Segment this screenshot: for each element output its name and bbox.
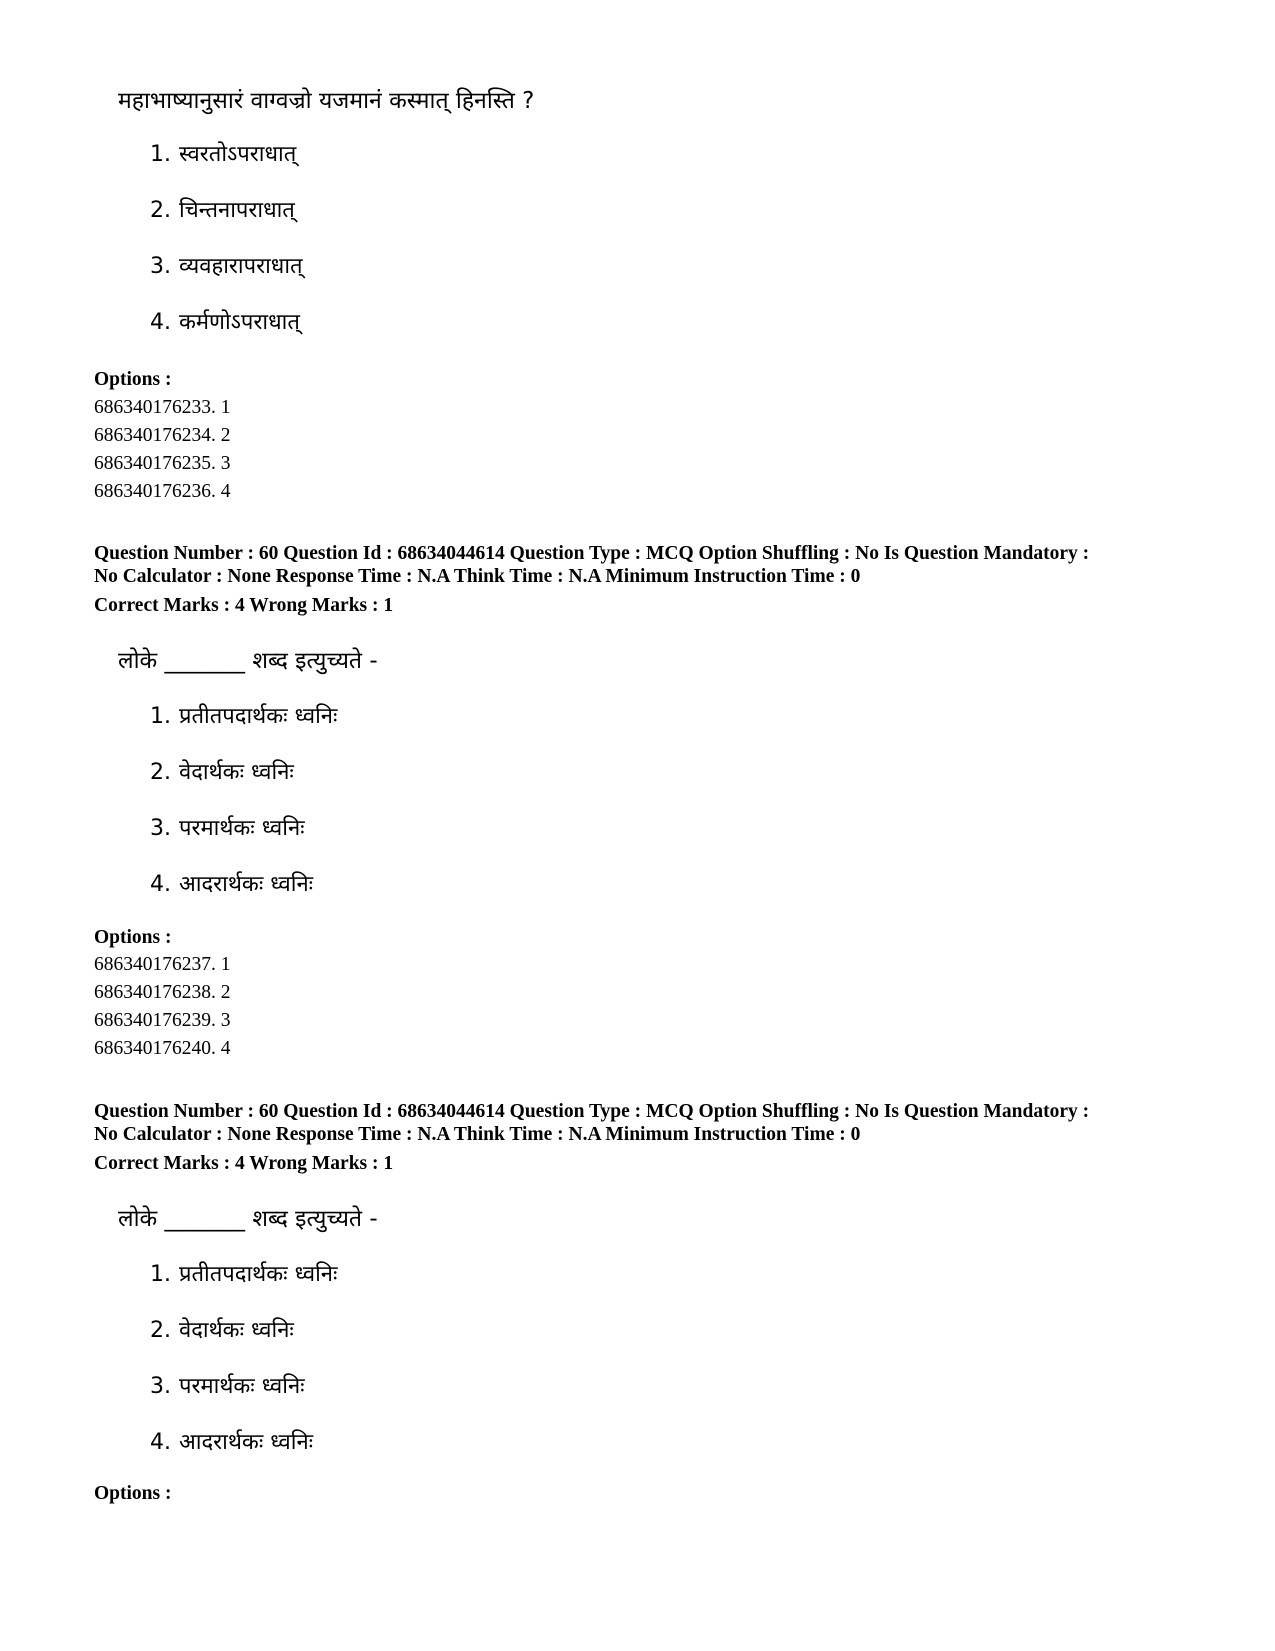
question-meta-line: Question Number : 60 Question Id : 68634044614 Question Type : MCQ Option Shuffling : No Is Question Mandatory : [94, 543, 1090, 564]
choice-item [150, 196, 295, 226]
choice-number: 4. [150, 1430, 171, 1455]
question-meta-line: No Calculator : None Response Time : N.A Think Time : N.A Minimum Instruction Time : 0 [94, 566, 861, 587]
choice-item [150, 1372, 305, 1402]
question-meta-line: No Calculator : None Response Time : N.A Think Time : N.A Minimum Instruction Time : 0 [94, 1124, 861, 1145]
choice-item [150, 870, 313, 900]
choice-text: परमार्थकः ध्वनिः [179, 1374, 305, 1399]
choice-text: प्रतीतपदार्थकः ध्वनिः [179, 1262, 338, 1287]
choice-text: व्यवहारापराधात् [179, 254, 303, 279]
choice-item [150, 140, 296, 170]
option-id: 686340176234. 2 [94, 425, 231, 446]
choice-text: वेदार्थकः ध्वनिः [179, 760, 294, 785]
choice-number: 4. [150, 310, 171, 335]
choice-text: चिन्तनापराधात् [179, 198, 295, 223]
choice-item [150, 308, 300, 338]
choice-number: 4. [150, 872, 171, 897]
choice-number: 1. [150, 1262, 171, 1287]
choice-number: 2. [150, 1318, 171, 1343]
option-id: 686340176238. 2 [94, 982, 231, 1003]
option-id: 686340176239. 3 [94, 1010, 231, 1031]
option-id: 686340176240. 4 [94, 1038, 231, 1059]
options-label: Options : [94, 369, 172, 390]
options-label: Options : [94, 927, 172, 948]
option-id: 686340176236. 4 [94, 481, 231, 502]
choice-item [150, 758, 294, 788]
choice-number: 1. [150, 704, 171, 729]
choice-number: 1. [150, 142, 171, 167]
choice-number: 3. [150, 1374, 171, 1399]
choice-item [150, 702, 337, 732]
choice-text: परमार्थकः ध्वनिः [179, 816, 305, 841]
choice-text: कर्मणोऽपराधात् [179, 310, 300, 335]
option-id: 686340176235. 3 [94, 453, 231, 474]
option-id: 686340176233. 1 [94, 397, 231, 418]
choice-text: स्वरतोऽपराधात् [179, 142, 297, 167]
choice-text: प्रतीतपदार्थकः ध्वनिः [179, 704, 338, 729]
option-id: 686340176237. 1 [94, 954, 231, 975]
marks-line: Correct Marks : 4 Wrong Marks : 1 [94, 1153, 394, 1174]
choice-number: 3. [150, 816, 171, 841]
choice-item [150, 252, 303, 282]
question-meta-line: Question Number : 60 Question Id : 68634044614 Question Type : MCQ Option Shuffling : No Is Question Mandatory : [94, 1101, 1090, 1122]
choice-text: वेदार्थकः ध्वनिः [179, 1318, 294, 1343]
choice-number: 2. [150, 198, 171, 223]
choice-item [150, 814, 305, 844]
choice-number: 2. [150, 760, 171, 785]
choice-text: आदरार्थकः ध्वनिः [179, 872, 314, 897]
choice-text: आदरार्थकः ध्वनिः [179, 1430, 314, 1455]
choice-number: 3. [150, 254, 171, 279]
question-text: लोके _______ शब्द इत्युच्यते - [118, 648, 378, 674]
question-text: लोके _______ शब्द इत्युच्यते - [118, 1206, 378, 1232]
marks-line: Correct Marks : 4 Wrong Marks : 1 [94, 595, 394, 616]
options-label: Options : [94, 1483, 172, 1504]
choice-item [150, 1316, 294, 1346]
choice-item [150, 1428, 313, 1458]
choice-item [150, 1260, 337, 1290]
question-text: महाभाष्यानुसारं वाग्वज्रो यजमानं कस्मात् हिनस्ति ? [118, 88, 535, 114]
